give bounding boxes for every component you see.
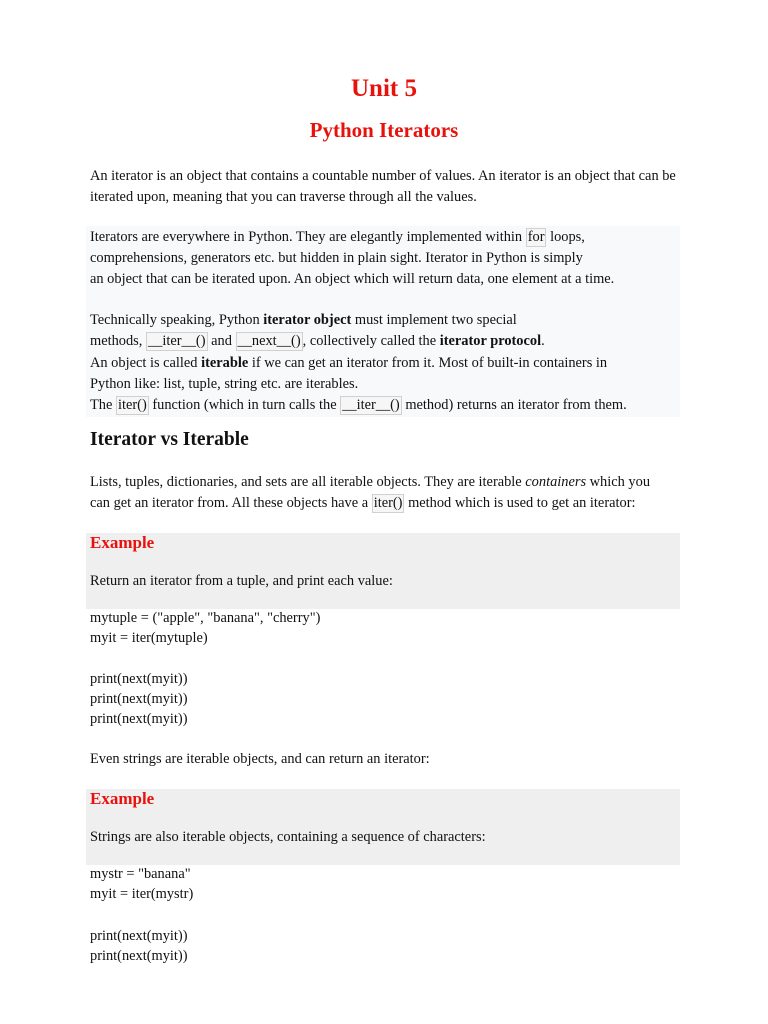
text: , collectively called the: [302, 333, 440, 350]
text: Iterators are everywhere in Python. They are elegantly implemented within: [90, 229, 526, 245]
paragraph-everywhere: [90, 227, 682, 290]
paragraph-strings: Even strings are iterable objects, and can return an iterator:: [90, 751, 430, 767]
code-next-dunder: __next__(): [237, 333, 301, 350]
text: Lists, tuples, dictionaries, and sets are all iterable objects. They are iterable: [90, 474, 526, 490]
text: and: [207, 333, 236, 350]
code-line: print(next(myit)): [90, 691, 188, 707]
code-line: myit = iter(mystr): [90, 886, 194, 902]
intro-paragraph: An iterator is an object that contains a countable number of values. An iterator is an object that can be iterated upon, meaning that you can traverse through all the values.: [90, 168, 676, 205]
text: an object that can be iterated upon. An object which will return data, one element at a time.: [90, 271, 615, 287]
text: method which is used to get an iterator:: [404, 495, 636, 511]
text: .: [541, 333, 545, 350]
code-line: print(next(myit)): [90, 671, 188, 687]
text: must implement two special: [351, 312, 517, 328]
text: can get an iterator from. All these objects have a: [90, 495, 372, 511]
text: methods,: [90, 333, 146, 350]
text: Python like: list, tuple, string etc. are iterables.: [90, 375, 359, 392]
page-title: Unit 5: [351, 75, 417, 102]
bold-term: iterable: [201, 354, 249, 371]
text: loops,: [546, 229, 585, 245]
code-line: print(next(myit)): [90, 711, 188, 727]
text: function (which in turn calls the: [148, 397, 341, 414]
code-line: mystr = "banana": [90, 866, 191, 882]
text: The: [90, 397, 116, 414]
bold-term: iterator protocol: [439, 333, 542, 350]
text: if we can get an iterator from it. Most of built-in containers in: [248, 354, 608, 371]
page-subtitle: Python Iterators: [309, 118, 459, 142]
emphasis: containers: [525, 474, 587, 490]
code-iter-dunder: __iter__(): [147, 333, 206, 350]
example-description: Strings are also iterable objects, containing a sequence of characters:: [90, 829, 486, 845]
example-description: Return an iterator from a tuple, and print each value:: [90, 573, 393, 589]
code-iter-func: iter(): [373, 495, 403, 511]
text: Technically speaking, Python: [90, 312, 264, 328]
example-label: Example: [90, 533, 155, 552]
text: which you: [586, 474, 651, 490]
paragraph-iterables: [90, 472, 682, 514]
text: comprehensions, generators etc. but hidden in plain sight. Iterator in Python is simply: [90, 250, 583, 266]
paragraph-protocol: [90, 310, 682, 416]
bold-term: iterator object: [263, 312, 352, 328]
text: An object is called: [90, 354, 202, 371]
section-heading: Iterator vs Iterable: [90, 429, 249, 450]
text: method) returns an iterator from them.: [401, 397, 627, 414]
code-line: mytuple = ("apple", "banana", "cherry"): [90, 610, 321, 626]
code-iter-dunder: __iter__(): [342, 397, 400, 414]
code-line: print(next(myit)): [90, 928, 188, 944]
code-for: for: [527, 229, 545, 245]
code-iter-func: iter(): [117, 397, 147, 414]
code-line: myit = iter(mytuple): [90, 630, 208, 646]
example-label: Example: [90, 789, 155, 808]
code-line: print(next(myit)): [90, 948, 188, 964]
